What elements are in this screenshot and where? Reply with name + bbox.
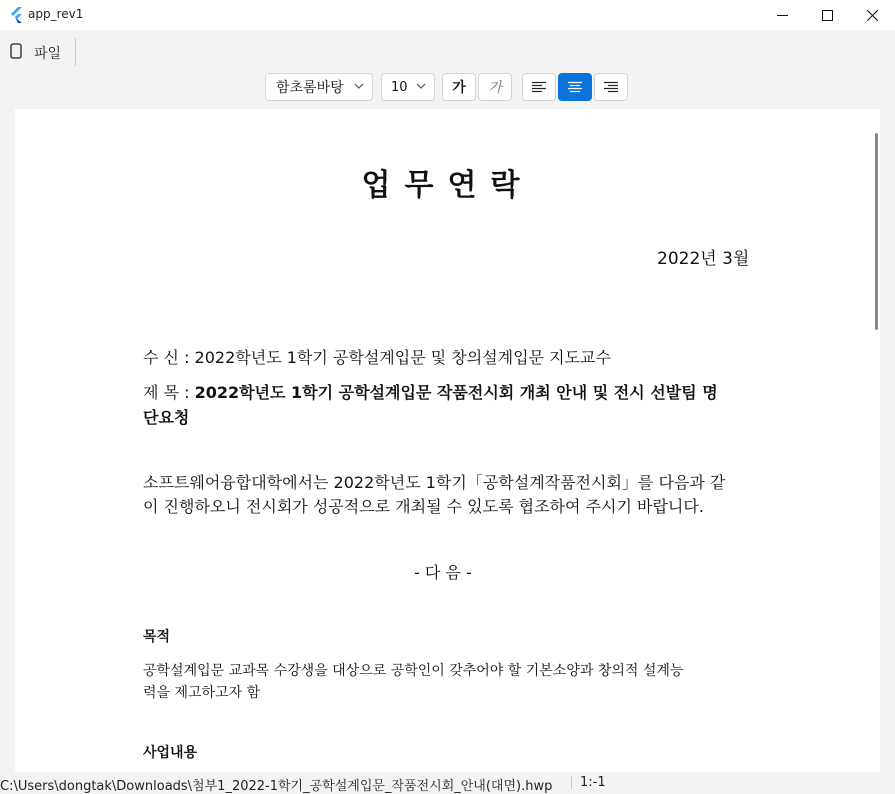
font-size-value: 10 [391,79,408,95]
recipient-line: 수 신 : 2022학년도 1학기 공학설계입문 및 창의설계입문 지도교수 [143,348,611,367]
subject-line-continued: 단요청 [143,408,190,427]
menu-bar [0,30,895,72]
subject-prefix: 제 목 : [143,383,195,402]
close-button[interactable] [850,0,895,30]
title-bar [0,0,895,30]
italic-button[interactable]: 가 [478,73,512,101]
flutter-logo-icon [9,7,23,23]
maximize-button[interactable] [805,0,850,30]
purpose-text-line: 공학설계입문 교과목 수강생을 대상으로 공학인이 갖추어야 할 기본소양과 창의적 설계능 [143,663,684,679]
subject-line [143,380,718,403]
window-title: app_rev1 [28,7,84,21]
status-cursor-position: 1:-1 [580,775,606,790]
close-icon [867,10,878,21]
business-heading: 사업내용 [143,745,198,761]
menu-divider [75,38,76,66]
chevron-down-icon [354,83,364,89]
next-heading: - 다 음 - [414,563,472,582]
status-divider [571,776,572,789]
font-family-dropdown[interactable] [265,73,373,101]
align-right-button[interactable] [594,73,628,101]
purpose-heading: 목적 [143,629,171,645]
purpose-text-line: 력을 제고하고자 함 [143,685,261,701]
align-center-button[interactable] [558,73,592,101]
chevron-down-icon [416,83,426,89]
minimize-button[interactable] [760,0,805,30]
document-title: 업무연락 [361,168,534,203]
body-paragraph-line: 이 진행하오니 전시회가 성공적으로 개최될 수 있도록 협조하여 주시기 바랍니다. [143,497,704,516]
status-file-path: C:\Users\dongtak\Downloads\첨부1_2022-1학기_공학설계입문_작품전시회_안내(대면).hwp [0,779,553,794]
minimize-icon [777,10,788,21]
align-right-icon [603,81,619,94]
body-paragraph-line: 소프트웨어융합대학에서는 2022학년도 1학기「공학설계작품전시회」를 다음과 같 [143,473,726,492]
status-bar [0,772,895,794]
file-icon[interactable] [10,43,22,59]
file-menu[interactable]: 파일 [34,46,62,62]
document-date: 2022년 3월 [657,249,750,269]
align-center-icon [567,81,583,94]
font-size-dropdown[interactable] [381,73,435,101]
bold-button[interactable]: 가 [442,73,476,101]
font-family-value: 함초롬바탕 [276,80,344,96]
maximize-icon [822,10,833,21]
align-left-button[interactable] [522,73,556,101]
subject-text: 2022학년도 1학기 공학설계입문 작품전시회 개최 안내 및 전시 선발팀 명 [194,383,718,402]
align-left-icon [531,81,547,94]
